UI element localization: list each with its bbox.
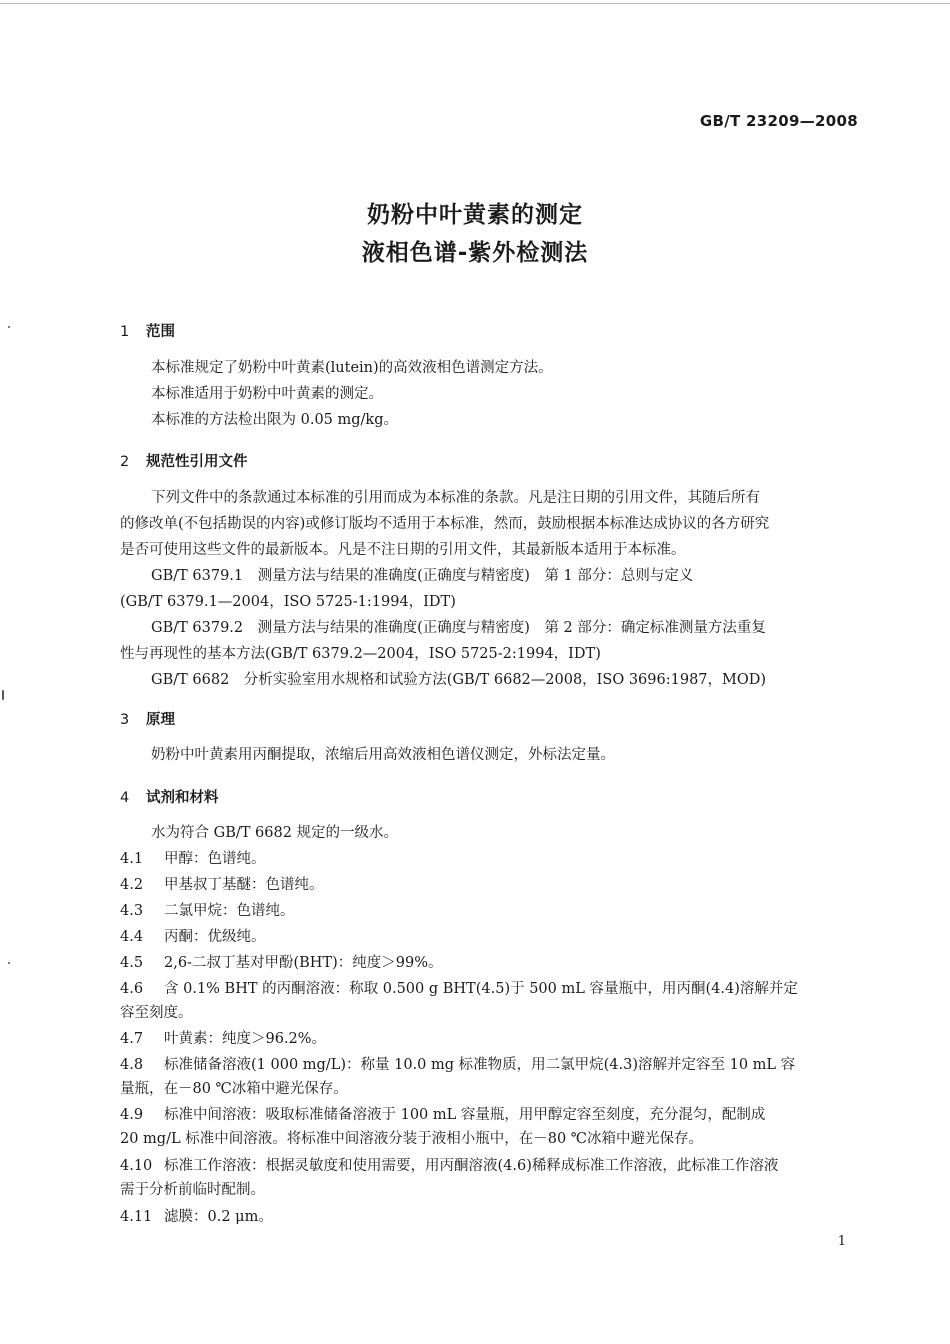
- scan-speck: [8, 326, 10, 328]
- list-item: [120, 901, 295, 921]
- paragraph: 奶粉中叶黄素用丙酮提取，浓缩后用高效液相色谱仪测定，外标法定量。: [151, 747, 615, 763]
- section-4-heading: [120, 786, 219, 807]
- section-2-heading: [120, 450, 248, 471]
- item-number: 4.9: [120, 1107, 144, 1123]
- list-item: [120, 1156, 778, 1176]
- section-title: 规范性引用文件: [146, 454, 248, 470]
- item-text: 叶黄素：纯度＞96.2%。: [164, 1031, 327, 1047]
- reference-line: GB/T 6379.2 测量方法与结果的准确度(正确度与精密度) 第 2 部分：确定标准测量方法重复: [151, 620, 766, 636]
- reference-line: GB/T 6379.1 测量方法与结果的准确度(正确度与精密度) 第 1 部分：总则与定义: [151, 568, 694, 584]
- top-rule: [0, 3, 950, 4]
- document-title-line2: 液相色谱-紫外检测法: [361, 240, 589, 266]
- item-text: 甲基叔丁基醚：色谱纯。: [164, 877, 324, 893]
- item-text: 二氯甲烷：色谱纯。: [164, 903, 295, 919]
- paragraph-line: 是否可使用这些文件的最新版本。凡是不注日期的引用文件，其最新版本适用于本标准。: [120, 542, 686, 558]
- item-number: 4.4: [120, 929, 144, 945]
- list-item: [120, 1055, 795, 1075]
- item-number: 4.3: [120, 903, 144, 919]
- item-text: 2,6-二叔丁基对甲酚(BHT)：纯度＞99%。: [164, 955, 443, 971]
- item-text: 标准储备溶液(1 000 mg/L)：称量 10.0 mg 标准物质，用二氯甲烷(4.3)溶解并定容至 10 mL 容: [164, 1057, 796, 1073]
- item-text: 标准工作溶液：根据灵敏度和使用需要，用丙酮溶液(4.6)稀释成标准工作溶液，此标准工作溶液: [164, 1158, 779, 1174]
- scan-speck: [2, 690, 4, 700]
- list-item-continuation: 容至刻度。: [120, 1005, 193, 1021]
- list-item: [120, 979, 798, 999]
- section-title: 原理: [146, 712, 175, 728]
- paragraph: 本标准规定了奶粉中叶黄素(lutein)的高效液相色谱测定方法。: [151, 360, 553, 376]
- item-number: 4.6: [120, 981, 144, 997]
- item-number: 4.2: [120, 877, 144, 893]
- list-item-continuation: 需于分析前临时配制。: [120, 1182, 265, 1198]
- section-number: 4: [120, 790, 130, 806]
- section-3-heading: [120, 708, 175, 729]
- section-number: 1: [120, 324, 130, 340]
- reference-line: (GB/T 6379.1—2004，ISO 5725-1:1994，IDT): [120, 594, 456, 610]
- paragraph: 本标准的方法检出限为 0.05 mg/kg。: [151, 412, 398, 428]
- reference-line: GB/T 6682 分析实验室用水规格和试验方法(GB/T 6682—2008，ISO 3696:1987，MOD): [151, 672, 767, 688]
- item-text: 滤膜：0.2 μm。: [164, 1209, 273, 1225]
- scan-speck: [8, 962, 10, 964]
- document-title-line1: 奶粉中叶黄素的测定: [367, 202, 583, 228]
- list-item-continuation: 20 mg/L 标准中间溶液。将标准中间溶液分装于液相小瓶中，在－80 ℃冰箱中避光保存。: [120, 1131, 703, 1147]
- item-number: 4.11: [120, 1209, 153, 1225]
- item-number: 4.10: [120, 1158, 153, 1174]
- section-number: 3: [120, 712, 130, 728]
- item-number: 4.7: [120, 1031, 144, 1047]
- list-item: [120, 1105, 765, 1125]
- list-item: [120, 1029, 326, 1049]
- item-number: 4.1: [120, 851, 144, 867]
- item-text: 甲醇：色谱纯。: [164, 851, 266, 867]
- list-item-continuation: 量瓶，在－80 ℃冰箱中避光保存。: [120, 1081, 348, 1097]
- list-item: [120, 1207, 273, 1227]
- section-1-heading: [120, 320, 175, 341]
- list-item: [120, 849, 266, 869]
- section-title: 试剂和材料: [146, 790, 219, 806]
- list-item: [120, 927, 266, 947]
- section-number: 2: [120, 454, 130, 470]
- paragraph-line: 下列文件中的条款通过本标准的引用而成为本标准的条款。凡是注日期的引用文件，其随后所有: [151, 490, 760, 506]
- item-number: 4.5: [120, 955, 144, 971]
- paragraph-line: 的修改单(不包括勘误的内容)或修订版均不适用于本标准，然而，鼓励根据本标准达成协议的各方研究: [120, 516, 770, 532]
- paragraph: 水为符合 GB/T 6682 规定的一级水。: [151, 825, 399, 841]
- item-text: 含 0.1% BHT 的丙酮溶液：称取 0.500 g BHT(4.5)于 500 mL 容量瓶中，用丙酮(4.4)溶解并定: [164, 981, 798, 997]
- list-item: [120, 875, 324, 895]
- item-text: 丙酮：优级纯。: [164, 929, 266, 945]
- standard-code: GB/T 23209—2008: [699, 112, 858, 130]
- item-number: 4.8: [120, 1057, 144, 1073]
- item-text: 标准中间溶液：吸取标准储备溶液于 100 mL 容量瓶，用甲醇定容至刻度，充分混匀，配制成: [164, 1107, 766, 1123]
- paragraph: 本标准适用于奶粉中叶黄素的测定。: [151, 386, 383, 402]
- section-title: 范围: [146, 324, 175, 340]
- page-number: 1: [837, 1234, 846, 1249]
- list-item: [120, 953, 442, 973]
- reference-line: 性与再现性的基本方法(GB/T 6379.2—2004，ISO 5725-2:1994，IDT): [120, 646, 601, 662]
